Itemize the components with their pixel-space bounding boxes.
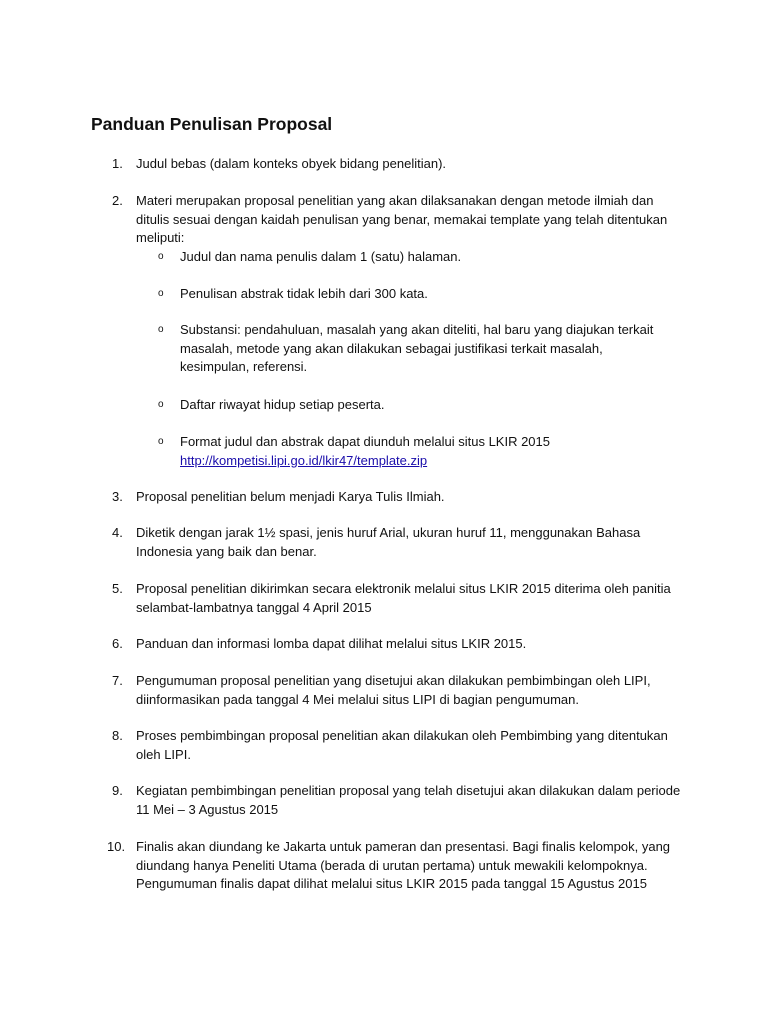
list-item: [112, 635, 682, 654]
item-number: 7.: [112, 673, 123, 688]
sub-item-text: Substansi: pendahuluan, masalah yang akan diteliti, hal baru yang diajukan terkait masalah, metode yang akan dilakukan sebagai justifikasi terkait masalah, kesimpulan, referensi.: [180, 322, 654, 374]
item-number: 4.: [112, 525, 123, 540]
list-item: [107, 838, 682, 894]
item-number: 9.: [112, 783, 123, 798]
page-title: Panduan Penulisan Proposal: [91, 114, 333, 134]
sub-list-item: [158, 248, 668, 267]
item-text: Proposal penelitian belum menjadi Karya Tulis Ilmiah.: [136, 489, 445, 504]
list-item: [112, 488, 682, 507]
bullet-icon: o: [158, 324, 164, 335]
sub-list-item: [158, 285, 668, 304]
item-text: Proposal penelitian dikirimkan secara elektronik melalui situs LKIR 2015 diterima oleh panitia selambat-lambatnya tanggal 4 April 2015: [136, 581, 671, 615]
item-number: 10.: [107, 839, 126, 854]
sub-list-item: [158, 396, 668, 415]
list-item: [112, 727, 682, 764]
item-number: 6.: [112, 636, 123, 651]
item-text: Panduan dan informasi lomba dapat dilihat melalui situs LKIR 2015.: [136, 636, 527, 651]
item-number: 5.: [112, 581, 123, 596]
item-text: Materi merupakan proposal penelitian yang akan dilaksanakan dengan metode ilmiah dan ditulis sesuai dengan kaidah penulisan yang benar, memakai template yang telah ditentukan meliputi:: [136, 193, 668, 245]
list-item: [112, 192, 682, 248]
bullet-icon: o: [158, 436, 164, 447]
item-text: Finalis akan diundang ke Jakarta untuk pameran dan presentasi. Bagi finalis kelompok, yang diundang hanya Peneliti Utama (berada di urutan pertama) untuk mewakili kelompoknya. Pengumuman finalis dapat dilihat melalui situs LKIR 2015 pada tanggal 15 Agustus 2015: [136, 839, 671, 891]
template-download-link[interactable]: http://kompetisi.lipi.go.id/lkir47/template.zip: [180, 452, 428, 468]
item-text: Diketik dengan jarak 1½ spasi, jenis huruf Arial, ukuran huruf 11, menggunakan Bahasa Indonesia yang baik dan benar.: [136, 525, 641, 559]
item-text: Judul bebas (dalam konteks obyek bidang penelitian).: [136, 156, 447, 171]
bullet-icon: o: [158, 399, 164, 410]
item-number: 8.: [112, 728, 123, 743]
sub-item-text: Penulisan abstrak tidak lebih dari 300 kata.: [180, 286, 428, 301]
bullet-icon: o: [158, 251, 164, 262]
item-text: Kegiatan pembimbingan penelitian proposal yang telah disetujui akan dilakukan dalam periode 11 Mei – 3 Agustus 2015: [136, 783, 681, 817]
sub-item-text: [180, 433, 668, 470]
item-text: Proses pembimbingan proposal penelitian akan dilakukan oleh Pembimbing yang ditentukan oleh LIPI.: [136, 728, 668, 762]
list-item: [112, 155, 682, 174]
sub-item-label: Format judul dan abstrak dapat diunduh melalui situs LKIR 2015: [180, 434, 550, 449]
list-item: [112, 672, 682, 709]
sub-list-item: [158, 321, 668, 377]
item-number: 1.: [112, 156, 123, 171]
item-number: 3.: [112, 489, 123, 504]
item-text: Pengumuman proposal penelitian yang disetujui akan dilakukan pembimbingan oleh LIPI, diinformasikan pada tanggal 4 Mei melalui situs LIPI di bagian pengumuman.: [136, 673, 651, 707]
list-item: [112, 524, 682, 561]
sub-item-text: Judul dan nama penulis dalam 1 (satu) halaman.: [180, 249, 462, 264]
list-item: [112, 782, 682, 819]
list-item: [112, 580, 682, 617]
sub-item-text: Daftar riwayat hidup setiap peserta.: [180, 397, 385, 412]
bullet-icon: o: [158, 288, 164, 299]
item-number: 2.: [112, 193, 123, 208]
sub-list-item: [158, 433, 668, 470]
